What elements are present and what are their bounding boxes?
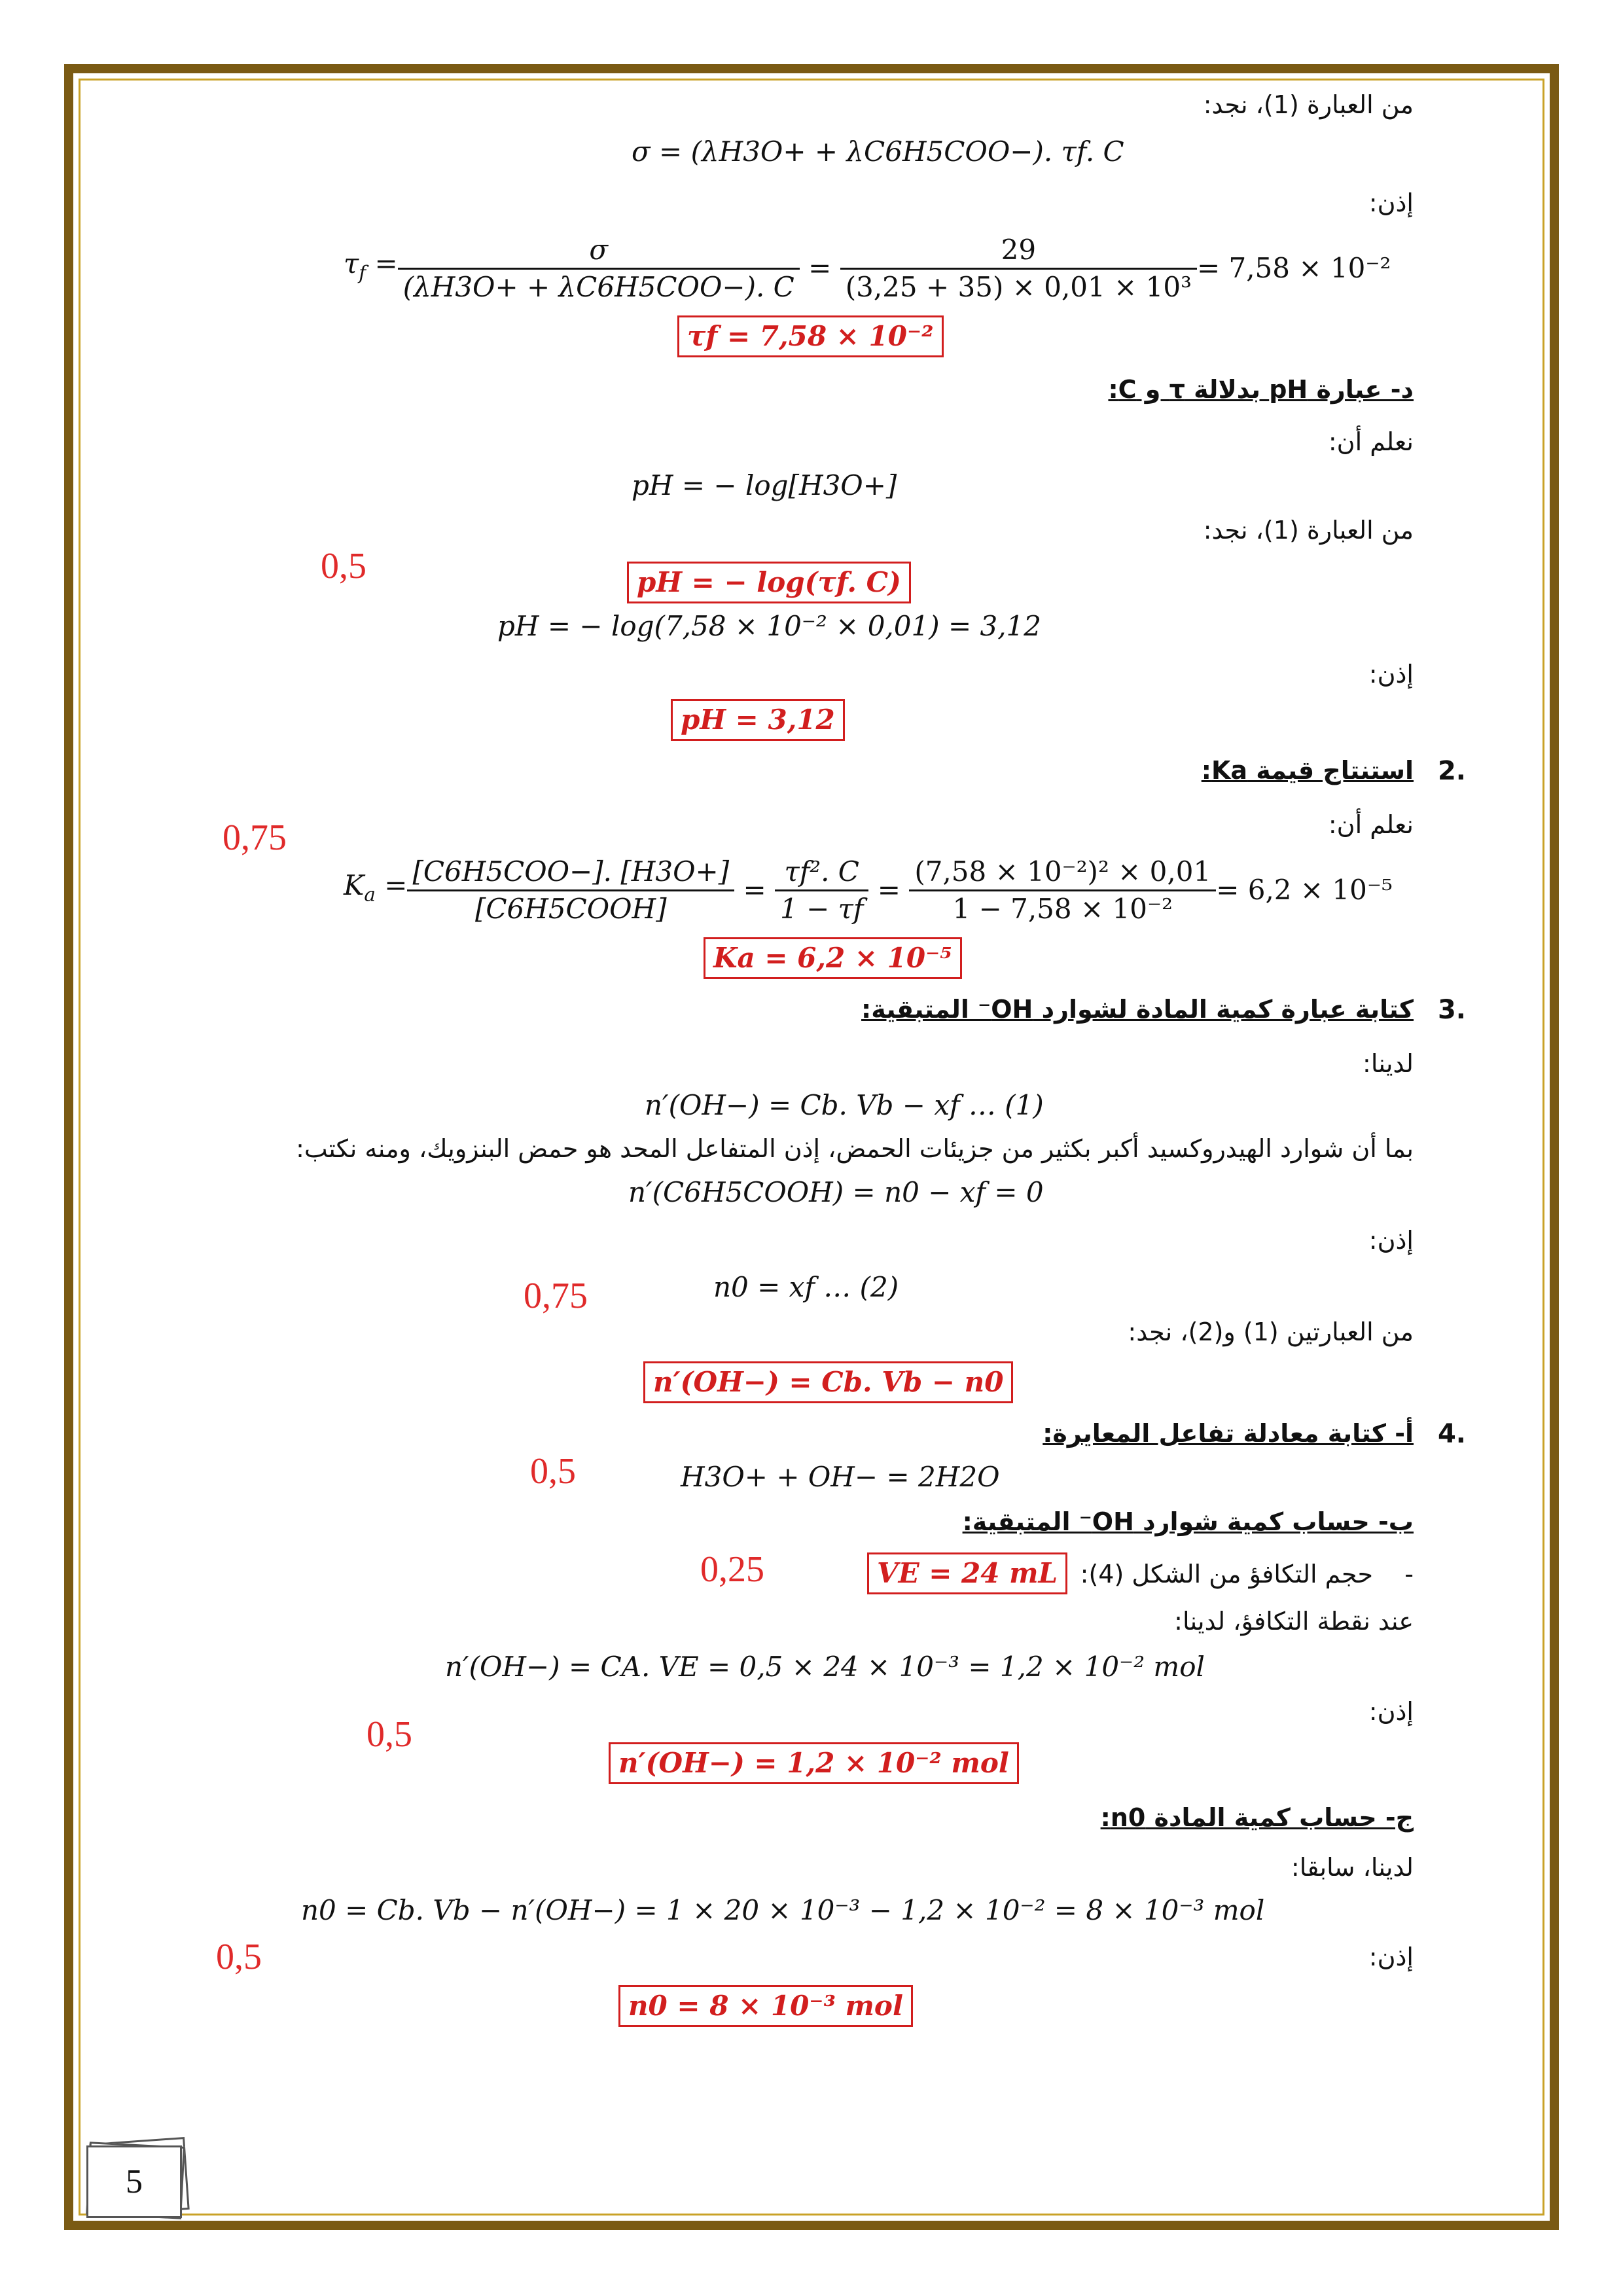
score-mark: 0,75 (223, 817, 287, 858)
text-at-equivalence: عند نقطة التكافؤ، لدينا: (1174, 1607, 1414, 1636)
score-mark: 0,5 (530, 1451, 576, 1492)
boxed-answer-n-oh-value: n′(OH−) = 1,2 × 10⁻² mol (609, 1742, 1019, 1784)
text-therefore-5: إذن: (1368, 1943, 1414, 1971)
question-number-3: 3. (1437, 995, 1466, 1025)
text-equivalence-volume: - حجم التكافؤ من الشكل (4): (1080, 1560, 1414, 1588)
page-number: 5 (126, 2163, 143, 2200)
equation-tau: $\tau_f$ = $\frac{\sigma}{\text{(λH3O+ + λC6H5COO−). C}}$ = $\frac{29}{\text{(3,25 + 35) × 0,01 × 10³}}$ = 7,58 × 10⁻² (344, 223, 1391, 314)
tau-numerator-value: 29 (1001, 233, 1037, 266)
ka-denominator: [C6H5COOH] (407, 889, 734, 927)
text-we-know: نعلم أن: (1328, 427, 1414, 456)
ka-numerator: [C6H5COO−]. [H3O+] (412, 855, 730, 888)
equation-ka: $K_a$ = $\frac{\text{[C6H5COO−]. [H3O+]}}{\text{[C6H5COOH]}}$ = $\frac{\text{τf². C}}{1 - \tau f}$ = $\frac{\text{(7,58 × 10⁻²)² × 0,01}}{\text{1 − 7,58 × 10⁻²}}$ = 6,2 × 10⁻⁵ (344, 844, 1393, 936)
equation-n0-calculation: n0 = Cb. Vb − n′(OH−) = 1 × 20 × 10⁻³ − 1,2 × 10⁻² = 8 × 10⁻³ mol (301, 1894, 1265, 1926)
text-from-expressions: من العبارتين (1) و(2)، نجد: (1128, 1318, 1414, 1346)
text-therefore: إذن: (1368, 188, 1414, 217)
tau-denominator-value: (3,25 + 35) × 0,01 × 10³ (840, 268, 1197, 305)
ka-result: = 6,2 × 10⁻⁵ (1216, 874, 1393, 906)
text-therefore-3: إذن: (1368, 1226, 1414, 1255)
ka-denominator-value: 1 − 7,58 × 10⁻² (909, 889, 1216, 927)
equation-ph-definition: pH = − log[H3O+] (632, 469, 897, 501)
boxed-answer-n0: n0 = 8 × 10⁻³ mol (618, 1985, 913, 2027)
boxed-answer-ph-expression: pH = − log(τf. C) (627, 562, 911, 603)
question-number-2: 2. (1437, 756, 1466, 786)
ka-numerator-value: (7,58 × 10⁻²)² × 0,01 (914, 855, 1211, 888)
heading-d-ph-expression: د- عبارة pH بدلالة τ و C: (1108, 375, 1414, 404)
boxed-answer-ve: VE = 24 mL (867, 1552, 1067, 1594)
text-limiting-reactant: بما أن شوارد الهيدروكسيد أكبر بكثير من جزيئات الحمض، إذن المتفاعل المحد هو حمض البنزويك، ومنه نكتب: (296, 1134, 1414, 1163)
page-sheet-front (86, 2145, 182, 2218)
boxed-answer-ph-value: pH = 3,12 (671, 699, 845, 741)
score-mark: 0,5 (321, 546, 366, 586)
text-we-know-2: نعلم أن: (1328, 810, 1414, 839)
equation-sigma: σ = (λH3O+ + λC6H5COO−). τf. C (632, 135, 1124, 168)
score-mark: 0,75 (524, 1276, 588, 1316)
heading-oh-expression: كتابة عبارة كمية المادة لشوارد OH⁻ المتبقية: (861, 995, 1414, 1024)
heading-ka-deduction: استنتاج قيمة Ka: (1201, 756, 1414, 785)
equation-n-oh-calculation: n′(OH−) = CA. VE = 0,5 × 24 × 10⁻³ = 1,2 × 10⁻² mol (445, 1651, 1205, 1683)
score-mark: 0,5 (366, 1714, 412, 1755)
score-mark: 0,5 (216, 1937, 262, 1977)
heading-b-oh-remaining: ب- حساب كمية شوارد OH⁻ المتبقية: (962, 1507, 1414, 1536)
text-we-have-previously: لدينا، سابقا: (1291, 1853, 1414, 1882)
ka-denominator-tau: 1 − τf (775, 889, 868, 927)
text-therefore-2: إذن: (1368, 660, 1414, 689)
question-number-4: 4. (1437, 1419, 1466, 1449)
heading-titration-reaction: أ- كتابة معادلة تفاعل المعايرة: (1043, 1419, 1414, 1448)
equation-titration-reaction: H3O+ + OH− = 2H2O (681, 1461, 1000, 1493)
score-mark: 0,25 (700, 1549, 764, 1590)
ka-numerator-tau: τf². C (784, 855, 859, 888)
boxed-answer-tau: τf = 7,58 × 10⁻² (677, 315, 944, 357)
text-we-have: لدينا: (1363, 1049, 1414, 1078)
tau-denominator: (λH3O+ + λC6H5COO−). C (398, 268, 800, 305)
tau-result: = 7,58 × 10⁻² (1196, 252, 1391, 284)
boxed-answer-ka: Ka = 6,2 × 10⁻⁵ (704, 937, 962, 979)
heading-c-n0: ج- حساب كمية المادة n0: (1100, 1803, 1414, 1832)
text-therefore-4: إذن: (1368, 1697, 1414, 1726)
tau-numerator: σ (589, 233, 609, 266)
text-from-expression-1b: من العبارة (1)، نجد: (1203, 516, 1414, 545)
equation-ph-calculation: pH = − log(7,58 × 10⁻² × 0,01) = 3,12 (497, 610, 1041, 642)
boxed-answer-n-oh-expression: n′(OH−) = Cb. Vb − n0 (643, 1361, 1013, 1403)
equation-n0-xf: n0 = xf … (2) (713, 1271, 899, 1303)
text-from-expression-1: من العبارة (1)، نجد: (1203, 90, 1414, 119)
equivalence-volume-label: حجم التكافؤ من الشكل (4): (1080, 1560, 1373, 1588)
equation-n-acid: n′(C6H5COOH) = n0 − xf = 0 (628, 1176, 1044, 1208)
equation-n-oh: n′(OH−) = Cb. Vb − xf … (1) (645, 1089, 1044, 1121)
page-number-badge (85, 2140, 183, 2215)
